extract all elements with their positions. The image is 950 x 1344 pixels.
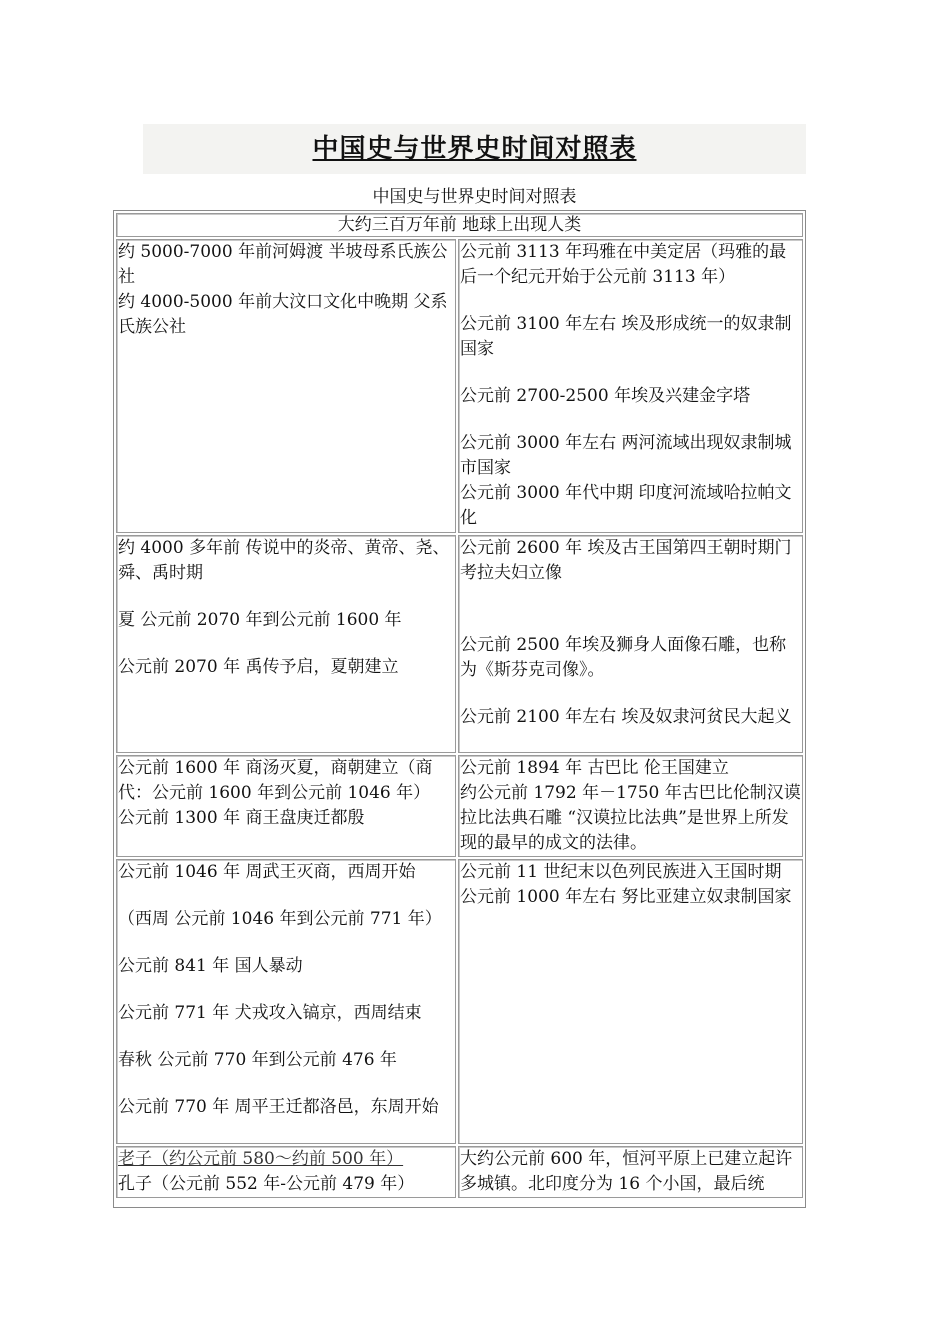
- table-header-row: [116, 213, 803, 237]
- china-entry: 春秋 公元前 770 年到公元前 476 年: [118, 1050, 397, 1070]
- china-cell: [116, 1146, 456, 1198]
- china-entry: 约 4000-5000 年前大汶口文化中晚期 父系氏族公社: [118, 292, 448, 337]
- world-entry: 公元前 1000 年左右 努比亚建立奴隶制国家: [460, 887, 792, 907]
- world-entry: 公元前 11 世纪末以色列民族进入王国时期: [460, 862, 782, 882]
- world-cell: [458, 859, 803, 1144]
- world-entry: 公元前 2500 年埃及狮身人面像石雕，也称为《斯芬克司像》。: [460, 635, 787, 680]
- world-entry: 大约公元前 600 年，恒河平原上已建立起许多城镇。北印度分为 16 个小国，最后统: [460, 1149, 793, 1194]
- world-entry: 公元前 3100 年左右 埃及形成统一的奴隶制国家: [460, 314, 792, 359]
- world-entry: 公元前 2600 年 埃及古王国第四王朝时期门 考拉夫妇立像: [460, 538, 792, 583]
- world-entry: 公元前 3113 年玛雅在中美定居（玛雅的最后一个纪元开始于公元前 3113 年）: [460, 242, 787, 287]
- china-entry: 公元前 1600 年 商汤灭夏，商朝建立（商代：公元前 1600 年到公元前 1046 年）: [118, 758, 433, 803]
- china-cell: [116, 755, 456, 857]
- timeline-table: [113, 210, 806, 1208]
- table-row: [116, 535, 803, 753]
- china-entry: 公元前 771 年 犬戎攻入镐京，西周结束: [118, 1003, 422, 1023]
- china-entry: 夏 公元前 2070 年到公元前 1600 年: [118, 610, 402, 630]
- header-cell: 大约三百万年前 地球上出现人类: [116, 213, 803, 237]
- china-entry: （西周 公元前 1046 年到公元前 771 年）: [118, 909, 442, 929]
- document-title: 中国史与世界史时间对照表: [312, 134, 637, 164]
- china-entry: 公元前 1046 年 周武王灭商，西周开始: [118, 862, 416, 882]
- laozi-link[interactable]: 老子（约公元前 580～约前 500 年）: [118, 1149, 404, 1169]
- table-row: [116, 859, 803, 1144]
- table-row: [116, 755, 803, 857]
- table-row: [116, 239, 803, 533]
- china-entry: 约 5000-7000 年前河姆渡 半坡母系氏族公社: [118, 242, 448, 287]
- world-cell: [458, 535, 803, 753]
- world-cell: [458, 755, 803, 857]
- world-entry: 公元前 1894 年 古巴比 伦王国建立: [460, 758, 729, 778]
- china-cell: [116, 239, 456, 533]
- china-entry: 公元前 770 年 周平王迁都洛邑，东周开始: [118, 1097, 439, 1117]
- world-cell: [458, 239, 803, 533]
- china-entry: 公元前 841 年 国人暴动: [118, 956, 303, 976]
- table-row: [116, 1146, 803, 1198]
- china-entry: 约 4000 多年前 传说中的炎帝、黄帝、尧、舜、禹时期: [118, 538, 450, 583]
- china-cell: [116, 859, 456, 1144]
- china-entry: 公元前 2070 年 禹传予启，夏朝建立: [118, 657, 399, 677]
- china-entry: 孔子（公元前 552 年-公元前 479 年）: [118, 1174, 415, 1194]
- world-entry: 公元前 3000 年左右 两河流域出现奴隶制城市国家: [460, 433, 792, 478]
- world-cell: [458, 1146, 803, 1198]
- world-entry: 公元前 2700-2500 年埃及兴建金字塔: [460, 386, 751, 406]
- world-entry: 约公元前 1792 年－1750 年古巴比伦制汉谟拉比法典石雕 “汉谟拉比法典”是世界上所发现的最早的成文的法律。: [460, 783, 801, 853]
- world-entry: 公元前 3000 年代中期 印度河流域哈拉帕文化: [460, 483, 792, 528]
- china-cell: [116, 535, 456, 753]
- table-caption: 中国史与世界史时间对照表: [372, 187, 577, 207]
- china-entry: 公元前 1300 年 商王盘庚迁都殷: [118, 808, 365, 828]
- world-entry: 公元前 2100 年左右 埃及奴隶河贫民大起义: [460, 707, 792, 727]
